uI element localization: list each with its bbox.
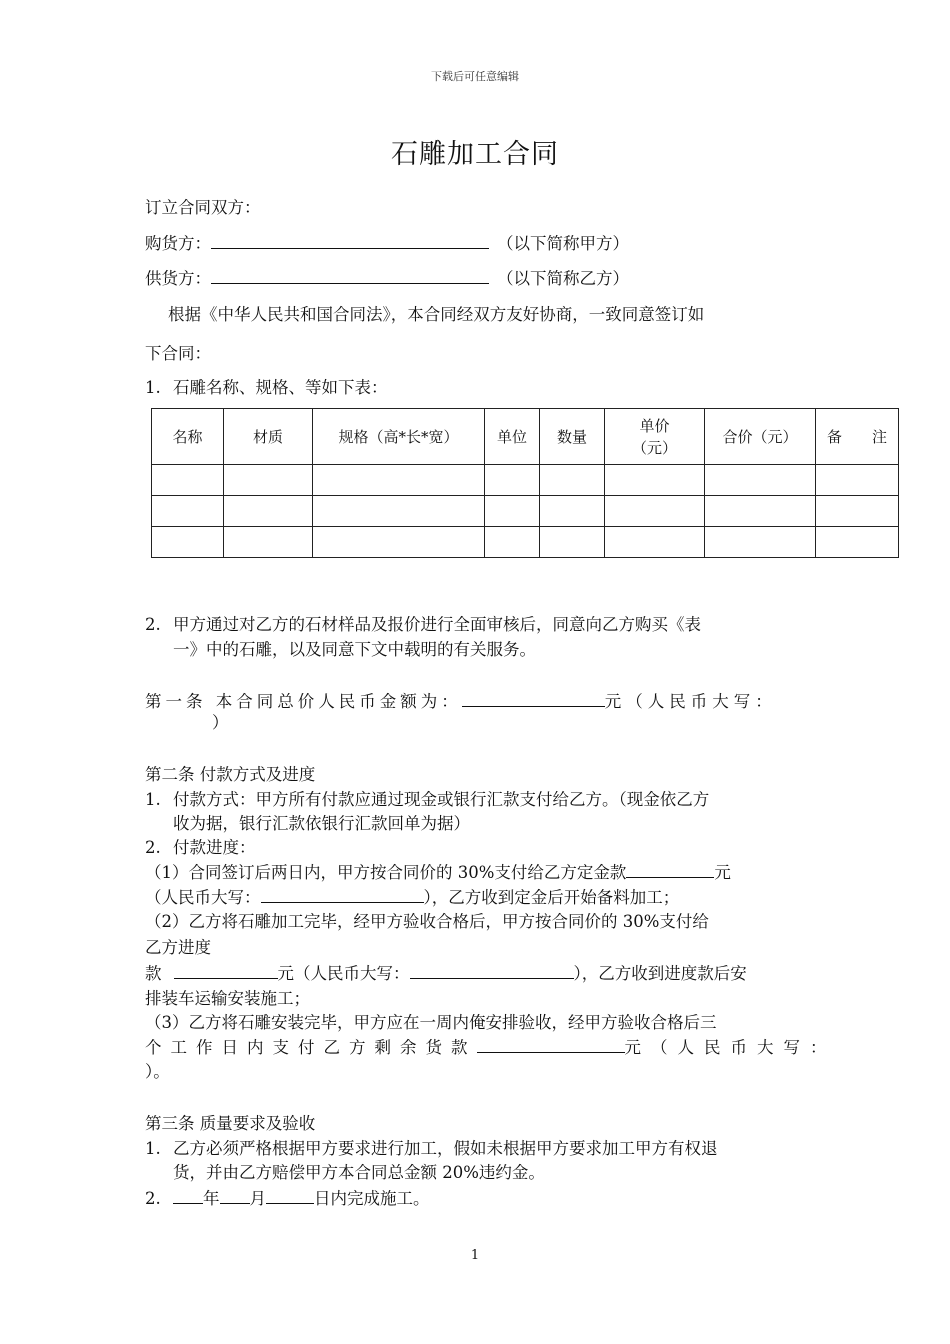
article2-p2-number: 2. xyxy=(145,838,161,857)
item2-text-1: 甲方通过对乙方的石材样品及报价进行全面审核后，同意向乙方购买《表 xyxy=(173,615,701,634)
table-cell[interactable] xyxy=(705,527,816,558)
stage2-kuan: 款 xyxy=(145,964,162,983)
buyer-line xyxy=(145,230,629,254)
item2-number: 2. xyxy=(145,615,161,634)
article1-yuan: 元（人民币大写： xyxy=(604,692,777,711)
table-cell[interactable] xyxy=(705,496,816,527)
table-cell[interactable] xyxy=(816,527,899,558)
table-cell[interactable] xyxy=(816,465,899,496)
article2-p2 xyxy=(145,834,256,858)
month-label: 月 xyxy=(249,1189,266,1208)
stage2-line2: 乙方进度 xyxy=(145,938,211,957)
article2-p1-line1 xyxy=(145,786,709,810)
table-cell[interactable] xyxy=(152,496,224,527)
stage3-line2 xyxy=(145,1034,837,1058)
table-cell[interactable] xyxy=(540,496,605,527)
header-material: 材质 xyxy=(224,409,313,465)
stage2-line1: （2）乙方将石雕加工完毕，经甲方验收合格后，甲方按合同价的 30%支付给 xyxy=(145,912,709,931)
seller-suffix: （以下简称乙方） xyxy=(497,269,629,288)
header-quantity: 数量 xyxy=(540,409,605,465)
stage2-yuan: 元（人民币大写： xyxy=(277,964,410,983)
item1 xyxy=(145,374,388,398)
table-cell[interactable] xyxy=(152,465,224,496)
article3-p1-line1 xyxy=(145,1135,718,1159)
article2-p2-title: 付款进度： xyxy=(173,838,256,857)
article3-title: 第三条 质量要求及验收 xyxy=(145,1114,316,1133)
table-cell[interactable] xyxy=(313,465,485,496)
table-cell[interactable] xyxy=(705,465,816,496)
article1-line xyxy=(145,688,777,712)
table-cell[interactable] xyxy=(816,496,899,527)
table-cell[interactable] xyxy=(224,496,313,527)
day-blank[interactable] xyxy=(266,1189,314,1204)
parties-intro: 订立合同双方： xyxy=(145,198,261,217)
article3-p1-text: 乙方必须严格根据甲方要求进行加工，假如未根据甲方要求加工甲方有权退 xyxy=(173,1139,718,1158)
table-cell[interactable] xyxy=(605,527,705,558)
article2-p1-text: 付款方式：甲方所有付款应通过现金或银行汇款支付给乙方。（现金依乙方 xyxy=(173,790,710,809)
stage1-text: （1）合同签订后两日内，甲方按合同价的 30%支付给乙方定金款 xyxy=(145,863,627,882)
day-rest: 日内完成施工。 xyxy=(314,1189,430,1208)
header-remarks: 备 注 xyxy=(816,409,899,465)
table-cell[interactable] xyxy=(485,496,540,527)
item1-text: 石雕名称、规格、等如下表： xyxy=(173,378,388,397)
article1-amount-blank[interactable] xyxy=(462,692,605,707)
article2-p1-number: 1. xyxy=(145,790,161,809)
seller-line xyxy=(145,265,629,289)
contract-title: 石雕加工合同 xyxy=(391,139,559,170)
stage1-line1 xyxy=(145,859,731,883)
table-row xyxy=(152,527,899,558)
header-spec: 规格（高*长*宽） xyxy=(313,409,485,465)
table-cell[interactable] xyxy=(605,465,705,496)
stage3-line1: （3）乙方将石雕安装完毕，甲方应在一周内俺安排验收，经甲方验收合格后三 xyxy=(145,1013,717,1032)
table-cell[interactable] xyxy=(540,465,605,496)
progress-rmb-blank[interactable] xyxy=(410,964,574,979)
article3-p1-line2: 货，并由乙方赔偿甲方本合同总金额 20%违约金。 xyxy=(173,1163,545,1182)
page-header: 下载后可任意编辑 xyxy=(431,70,519,83)
table-row xyxy=(152,465,899,496)
table-row xyxy=(152,496,899,527)
article3-p2-number: 2. xyxy=(145,1189,161,1208)
article1-text: 第一条 本合同总价人民币金额为： xyxy=(145,692,462,711)
stage1-yuan: 元 xyxy=(714,863,731,882)
article2-title: 第二条 付款方式及进度 xyxy=(145,765,316,784)
preamble-line2: 下合同： xyxy=(145,344,211,363)
header-unit-price-line1: 单价 xyxy=(639,416,670,435)
seller-label: 供货方： xyxy=(145,269,211,288)
table-cell[interactable] xyxy=(313,527,485,558)
goods-table xyxy=(151,408,899,558)
table-cell[interactable] xyxy=(605,496,705,527)
stage3-yuan: 元（人民币大写： xyxy=(624,1038,837,1057)
table-cell[interactable] xyxy=(152,527,224,558)
table-cell[interactable] xyxy=(485,527,540,558)
month-blank[interactable] xyxy=(220,1189,250,1204)
header-unit-price-line2: （元） xyxy=(631,438,677,457)
header-unit-price xyxy=(605,409,705,465)
seller-blank[interactable] xyxy=(211,269,489,284)
table-cell[interactable] xyxy=(485,465,540,496)
stage1-rest: ），乙方收到定金后开始备料加工； xyxy=(423,888,680,907)
table-header-row xyxy=(152,409,899,465)
article3-p2 xyxy=(145,1185,430,1209)
article3-p1-number: 1. xyxy=(145,1139,161,1158)
year-label: 年 xyxy=(203,1189,220,1208)
buyer-label: 购货方： xyxy=(145,234,211,253)
item2-line1 xyxy=(145,611,701,635)
progress-amount-blank[interactable] xyxy=(174,964,278,979)
stage1-rmb-label: （人民币大写： xyxy=(145,888,261,907)
item2-line2: 一》中的石雕，以及同意下文中载明的有关服务。 xyxy=(173,640,536,659)
stage2-rest: ），乙方收到进度款后安 xyxy=(573,964,747,983)
preamble-line1: 根据《中华人民共和国合同法》，本合同经双方友好协商，一致同意签订如 xyxy=(168,305,705,324)
item1-number: 1. xyxy=(145,378,161,397)
stage3-line3: ）。 xyxy=(145,1062,170,1081)
page-number: 1 xyxy=(470,1248,480,1263)
article2-p1-line2: 收为据，银行汇款依银行汇款回单为据） xyxy=(173,814,470,833)
balance-amount-blank[interactable] xyxy=(477,1038,625,1053)
deposit-rmb-blank[interactable] xyxy=(261,888,424,903)
table-cell[interactable] xyxy=(540,527,605,558)
table-cell[interactable] xyxy=(224,527,313,558)
buyer-suffix: （以下简称甲方） xyxy=(497,234,629,253)
deposit-amount-blank[interactable] xyxy=(626,863,714,878)
year-blank[interactable] xyxy=(173,1189,203,1204)
stage2-line3 xyxy=(145,960,747,984)
header-unit: 单位 xyxy=(485,409,540,465)
stage2-line4: 排装车运输安装施工； xyxy=(145,989,310,1008)
article1-close: ） xyxy=(212,713,229,732)
table-cell[interactable] xyxy=(313,496,485,527)
buyer-blank[interactable] xyxy=(211,234,489,249)
stage3-text: 个工作日内支付乙方剩余货款 xyxy=(145,1038,477,1057)
header-total: 合价（元） xyxy=(705,409,816,465)
stage1-line2 xyxy=(145,884,679,908)
table-cell[interactable] xyxy=(224,465,313,496)
header-name: 名称 xyxy=(152,409,224,465)
